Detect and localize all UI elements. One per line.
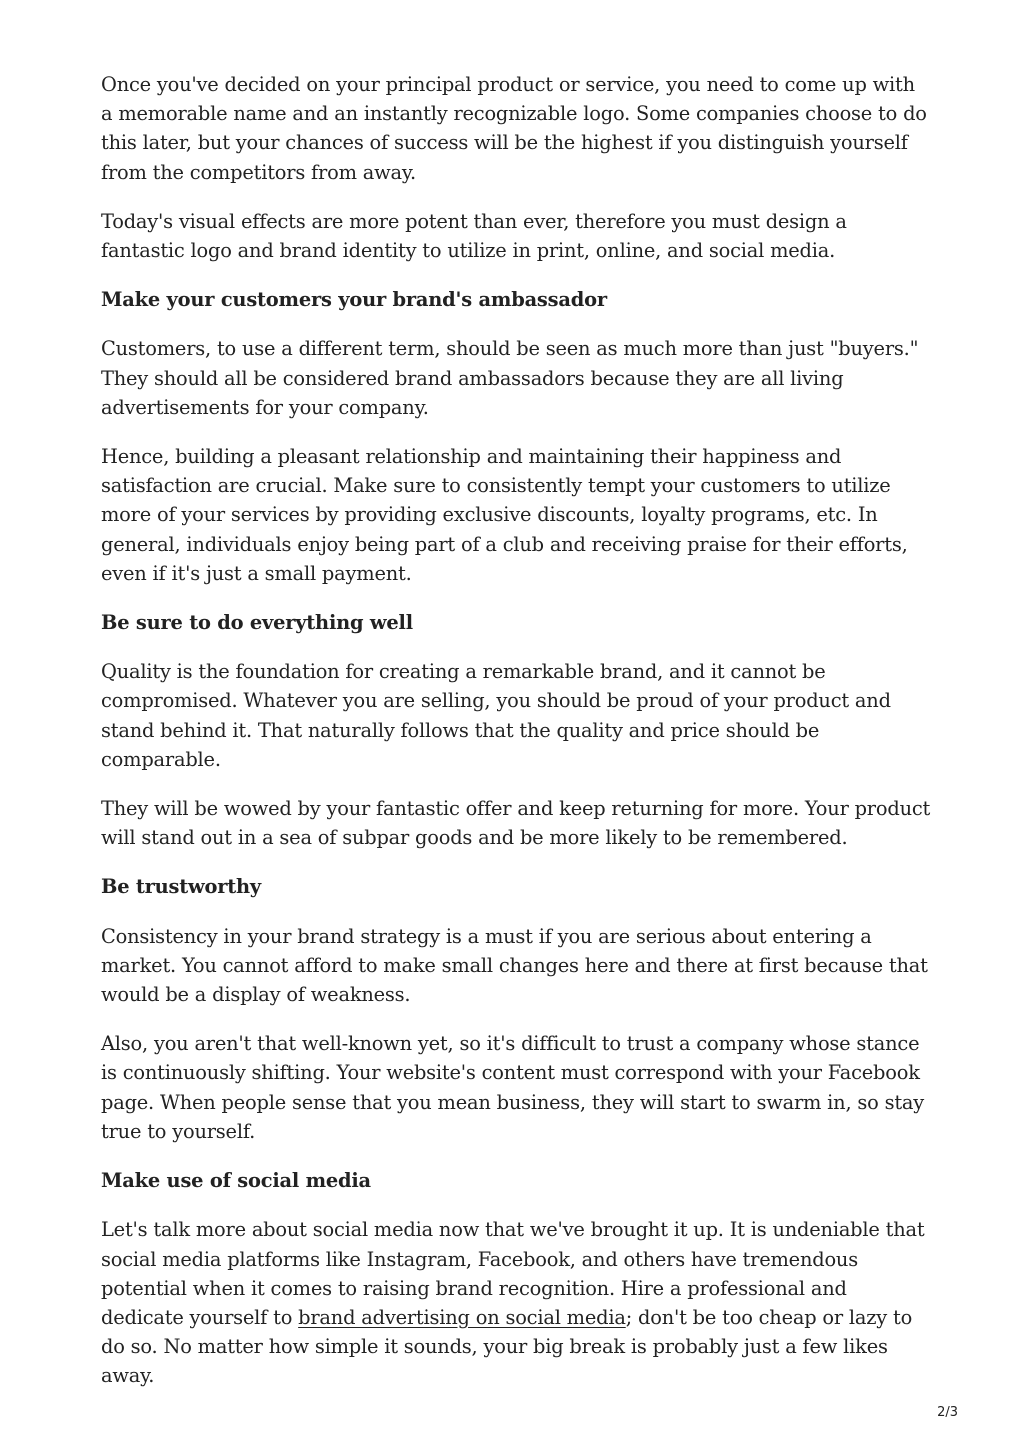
paragraph-well-known: Also, you aren't that well-known yet, so it's difficult to trust a company whose stance is continuously shifting. Your website's content must correspond with your Facebook page. When people sense that you mean business, they will start to swarm in, so stay true to yourself. [101,1032,925,1143]
paragraph-logo-naming: Once you've decided on your principal product or service, you need to come up with a memorable name and an instantly recognizable logo. Some companies choose to do this later, but your chances of success will be the highest if you distinguish yourself from the competitors from away. [101,73,927,184]
heading-customers-ambassador: Make your customers your brand's ambassador [101,288,607,312]
brand-advertising-link[interactable]: brand advertising on social media [298,1305,626,1329]
heading-social-media: Make use of social media [101,1169,371,1193]
paragraph-consistency: Consistency in your brand strategy is a must if you are serious about entering a market. You cannot afford to make small changes here and there at first because that would be a display of weakness. [101,924,928,1007]
paragraph-quality: Quality is the foundation for creating a remarkable brand, and it cannot be compromised. Whatever you are selling, you should be proud of your product and stand behind it. That naturally follows that the quality and price should be comparable. [101,660,891,771]
paragraph-wowed: They will be wowed by your fantastic offer and keep returning for more. Your product will stand out in a sea of subpar goods and be more likely to be remembered. [101,797,931,850]
paragraph-visual-effects: Today's visual effects are more potent than ever, therefore you must design a fantastic logo and brand identity to utilize in print, online, and social media. [101,209,847,263]
heading-be-trustworthy: Be trustworthy [101,875,261,899]
heading-do-everything-well: Be sure to do everything well [101,611,413,635]
page-number: 2/3 [937,1405,958,1420]
paragraph-relationship: Hence, building a pleasant relationship and maintaining their happiness and satisfaction are crucial. Make sure to consistently tempt your customers to utilize more of your services by providing exclusive discounts, loyalty programs, etc. In general, individuals enjoy being part of a club and receiving praise for their efforts, even if it's just a small payment. [101,445,908,585]
paragraph-social-media-text-after: ; don't be too cheap or lazy to do so. No matter how simple it sounds, your big break is probably just a few likes away. [101,1305,913,1388]
paragraph-customers-buyers: Customers, to use a different term, should be seen as much more than just "buyers." They should all be considered brand ambassadors because they are all living advertisements for your company. [101,337,919,419]
document-page [101,70,931,1411]
paragraph-social-media [101,1215,931,1390]
paragraph-social-media-text-before: Let's talk more about social media now that we've brought it up. It is undeniable that social media platforms like Instagram, Facebook, and others have tremendous potential when it comes to raising brand recognition. Hire a professional and dedicate yourself to [101,1218,925,1329]
